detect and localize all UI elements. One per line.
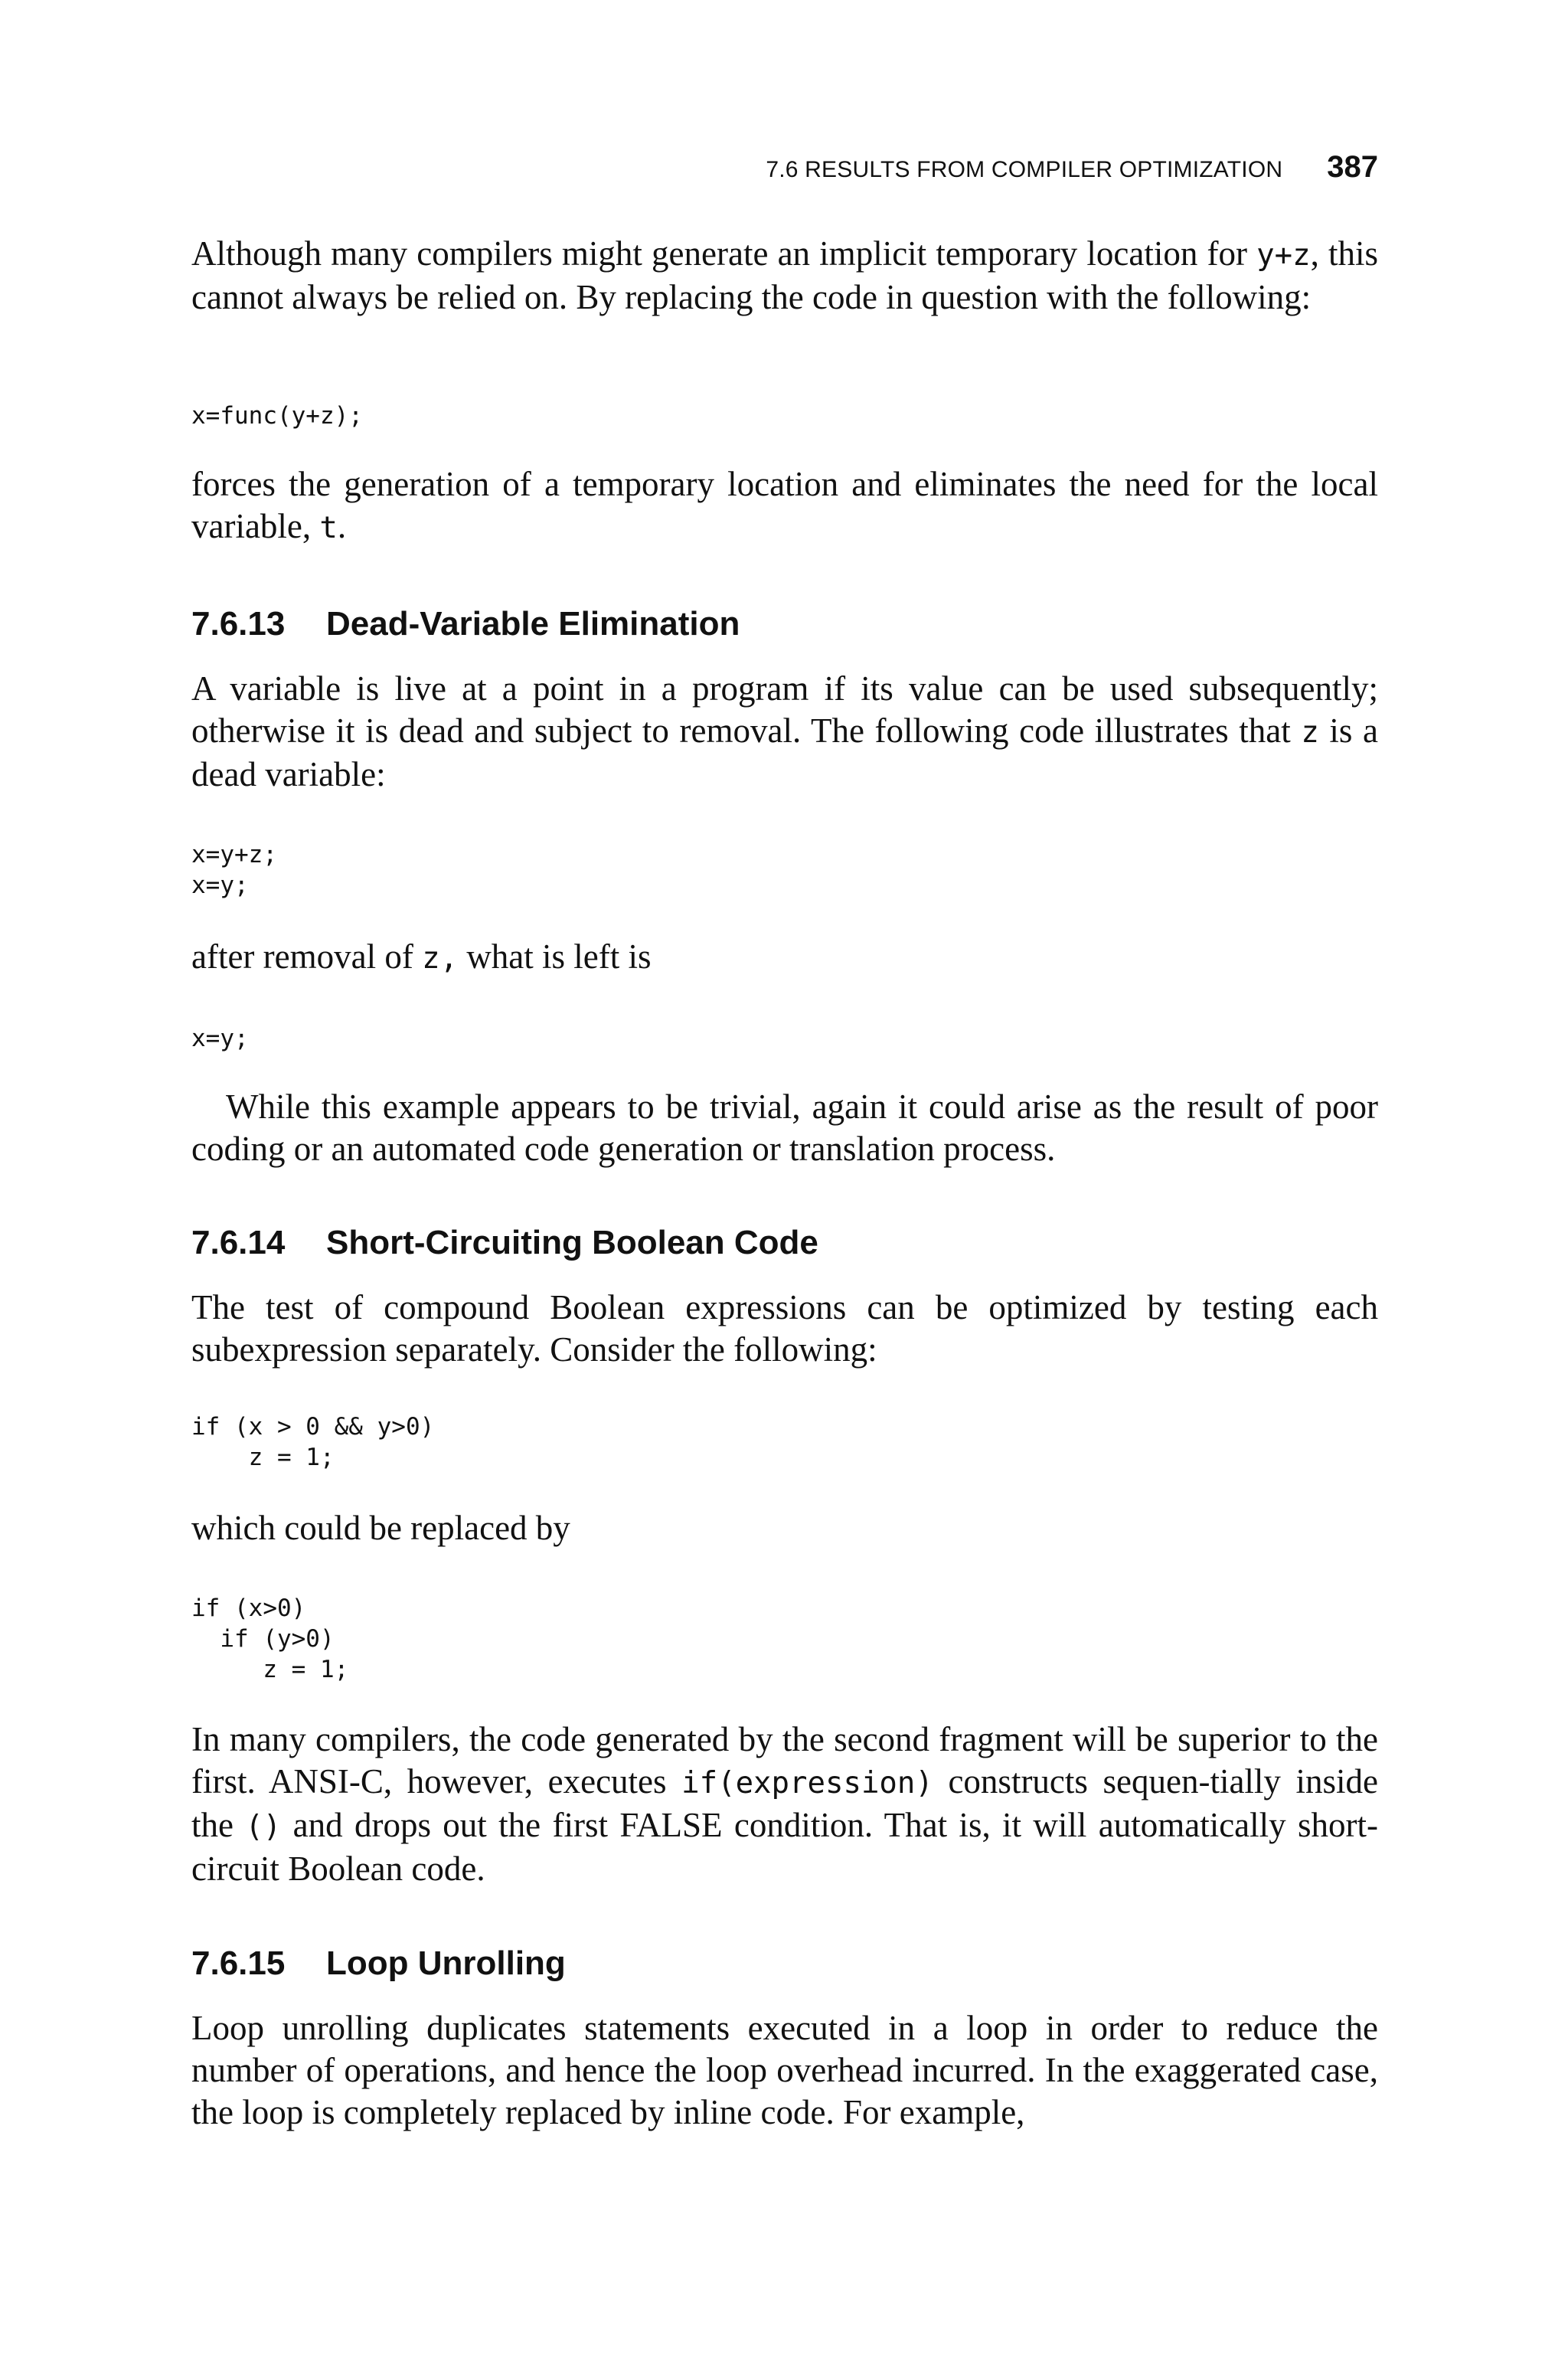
- paragraph: While this example appears to be trivial, again it could arise as the result of poor coding or an automated code generation or translation process.: [191, 1088, 1378, 1168]
- paragraph-live-variable: [191, 668, 1378, 796]
- running-title: 7.6 RESULTS FROM COMPILER OPTIMIZATION: [766, 157, 1283, 182]
- inline-code: t: [319, 511, 338, 545]
- inline-code: z: [1301, 715, 1319, 750]
- paragraph: forces the generation of a temporary location and eliminates the need for the local variable, t.: [191, 465, 1378, 545]
- paragraph-compound-boolean: [191, 1287, 1378, 1371]
- paragraph: A variable is live at a point in a program if its value can be used subsequently; otherwise it is dead and subject to removal. The following code illustrates that z is a dead variable:: [191, 669, 1378, 793]
- paragraph: Although many compilers might generate an implicit temporary location for y+z, this cannot always be relied on. By replacing the code in question with the following:: [191, 234, 1378, 316]
- section-number: 7.6.14: [191, 1224, 286, 1261]
- paragraph-temp-location: [191, 233, 1378, 319]
- section-title: Loop Unrolling: [326, 1944, 566, 1982]
- code-block-dead-variable: [191, 839, 1378, 901]
- paragraph: after removal of z, what is left is: [191, 937, 652, 976]
- code-snippet: if (x>0) if (y>0) z = 1;: [191, 1594, 349, 1683]
- section-heading: [191, 1944, 1378, 1983]
- code-snippet: if (x > 0 && y>0) z = 1;: [191, 1413, 435, 1471]
- inline-code: y+z: [1256, 238, 1311, 273]
- inline-code: z,: [422, 941, 459, 976]
- paragraph: The test of compound Boolean expressions can be optimized by testing each subexpression separately. Consider the following:: [191, 1288, 1378, 1369]
- code-block-after-removal: [191, 1023, 1378, 1054]
- section-title: Short-Circuiting Boolean Code: [326, 1224, 818, 1261]
- paragraph-replaced-by: [191, 1507, 1378, 1549]
- paragraph-forces-generation: [191, 463, 1378, 549]
- code-block-nested-if: [191, 1593, 1378, 1685]
- section-heading: [191, 605, 1378, 643]
- section-heading-dead-variable: [191, 605, 1378, 643]
- inline-code: (): [245, 1810, 282, 1844]
- section-number: 7.6.13: [191, 605, 286, 643]
- section-heading-short-circuit: [191, 1224, 1378, 1262]
- section-number: 7.6.15: [191, 1944, 286, 1982]
- inline-code: if(expression): [681, 1766, 933, 1801]
- paragraph: In many compilers, the code generated by the second fragment will be superior to the first. ANSI-C, however, executes if(expression) constructs sequen-tially inside the () and drops out the first FALSE condition. That is, it will automatically short-circuit Boolean code.: [191, 1720, 1379, 1888]
- paragraph-loop-unrolling: [191, 2007, 1378, 2134]
- code-snippet: x=func(y+z);: [191, 402, 363, 430]
- section-heading: [191, 1224, 1378, 1262]
- code-block-compound-if: [191, 1411, 1378, 1473]
- paragraph-ansi-c: [191, 1719, 1378, 1890]
- code-snippet: x=y+z; x=y;: [191, 841, 277, 899]
- paragraph: which could be replaced by: [191, 1509, 570, 1547]
- code-block-func: [191, 401, 1378, 431]
- paragraph-trivial-example: [191, 1086, 1378, 1170]
- running-header: [0, 150, 1378, 196]
- paragraph: Loop unrolling duplicates statements executed in a loop in order to reduce the number of operations, and hence the loop overhead incurred. In the exaggerated case, the loop is completely replaced by inline code. For example,: [191, 2009, 1378, 2131]
- page-number: 387: [1327, 150, 1378, 184]
- section-heading-loop-unrolling: [191, 1944, 1378, 1983]
- section-title: Dead-Variable Elimination: [326, 605, 740, 643]
- code-snippet: x=y;: [191, 1025, 249, 1052]
- paragraph-after-removal: [191, 936, 1378, 980]
